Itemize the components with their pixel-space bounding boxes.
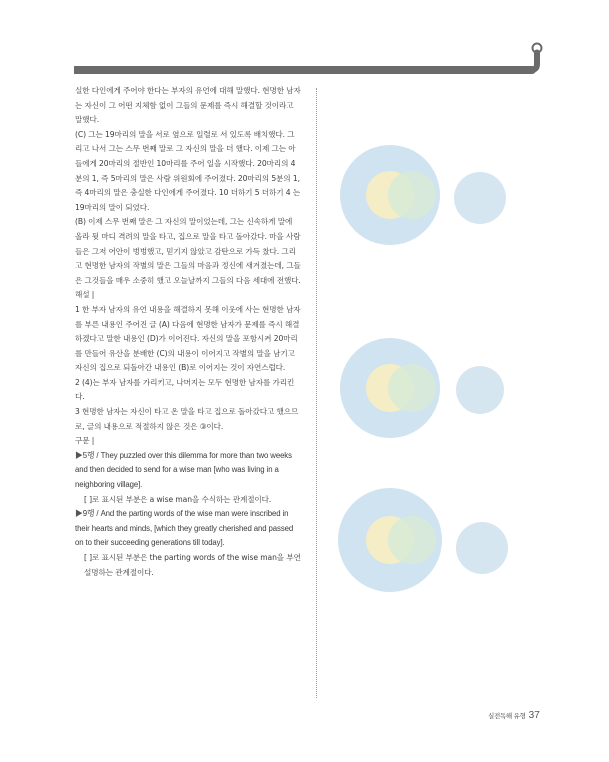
translation-paragraph-1: 실한 다인에게 주어야 한다는 부자의 유언에 대해 말했다. 현명한 남자는 자신이 그 어떤 지체함 없이 그들의 문제를 즉시 해결할 것이라고 말했다. [75,86,301,125]
structure-heading: 구문 | [75,436,95,446]
structure-item [75,449,301,507]
structure-item [75,507,301,580]
structure-note-1: [ ]로 표시된 부분은 a wise man을 수식하는 관계절이다. [84,494,272,504]
decorative-circles [330,336,520,466]
page-number: 37 [528,710,540,721]
pin-hook-icon [519,40,543,80]
structure-note-2: [ ]로 표시된 부분은 the parting words of the wise man을 부연 설명하는 관계절이다. [84,553,301,577]
page-footer [488,710,540,721]
column-divider [316,88,317,698]
structure-sentence-1: 5행 / They puzzled over this dilemma for more than two weeks and then decided to send for a wise man [who was living in a neighboring village]. [75,450,292,490]
explanation-heading: 해설 | [75,290,95,300]
explanation-item-3: 3 현명한 남자는 자신이 타고 온 말을 타고 집으로 돌아갔다고 했으므로, 글의 내용으로 적절하지 않은 것은 ③이다. [75,407,299,431]
answer-text-column [75,84,301,580]
structure-sentence-2: 9행 / And the parting words of the wise man were inscribed in their hearts and minds, [which they greatly cherished and passed on to their succeeding generations till today]. [75,509,294,548]
triangle-marker-icon: ▶ [75,509,83,519]
explanation-item-2: 2 (4)는 부자 남자를 가리키고, 나머지는 모두 현명한 남자를 가리킨다. [75,377,295,402]
decorative-circles [330,140,520,270]
explanation-item-1: 1 한 부자 남자의 유언 내용을 해결하지 못해 이웃에 사는 현명한 남자를 부른 내용인 주어진 글 (A) 다음에 현명한 남자가 문제를 즉시 해결하겠다고 말한 내용인 (D)가 이어진다. 자신의 말을 포함시켜 20마리를 만들어 유산을 분배한 (C)의 내용이 이어지고 작별의 말을 남기고 자신의 집으로 되돌아간 내용인 (B)로 이어지는 것이 자연스럽다. [75,304,301,373]
footer-label: 실전독해 유형 [488,712,526,720]
translation-paragraph-c: (C) 그는 19마리의 말을 서로 옆으로 일렬로 서 있도록 배치했다. 그리고 나서 그는 스무 번째 말로 그 자신의 말을 더 했다. 이제 그는 아들에게 20마리의 절반인 10마리를 주어 일을 시작했다. 20마리의 4분의 1, 즉 5마리의 말은 사람 위원회에 주어졌다. 20마리의 5분의 1, 즉 4마리의 말은 충실한 다인에게 주어졌다. 10 더하기 5 더하기 4 는 19마리의 말이 되었다. [75,129,301,212]
decorative-circles [330,482,520,612]
header-rule [74,66,536,74]
triangle-marker-icon: ▶ [75,450,83,460]
translation-paragraph-b: (B) 이제 스무 번째 말은 그 자신의 말이었는데, 그는 신속하게 말에 올라 뒷 마디 격려의 말을 타고, 집으로 말을 타고 돌아갔다. 마을 사람들은 그저 어안이 벙벙했고, 믿기지 않았고 감탄으로 가득 찼다. 그리고 현명한 남자의 작별의 말은 그들의 마음과 정신에 새겨졌는데, 그들은 그것들을 매우 소중히 했고 오늘날까지 그들의 다음 세대에 전했다. [75,217,301,285]
